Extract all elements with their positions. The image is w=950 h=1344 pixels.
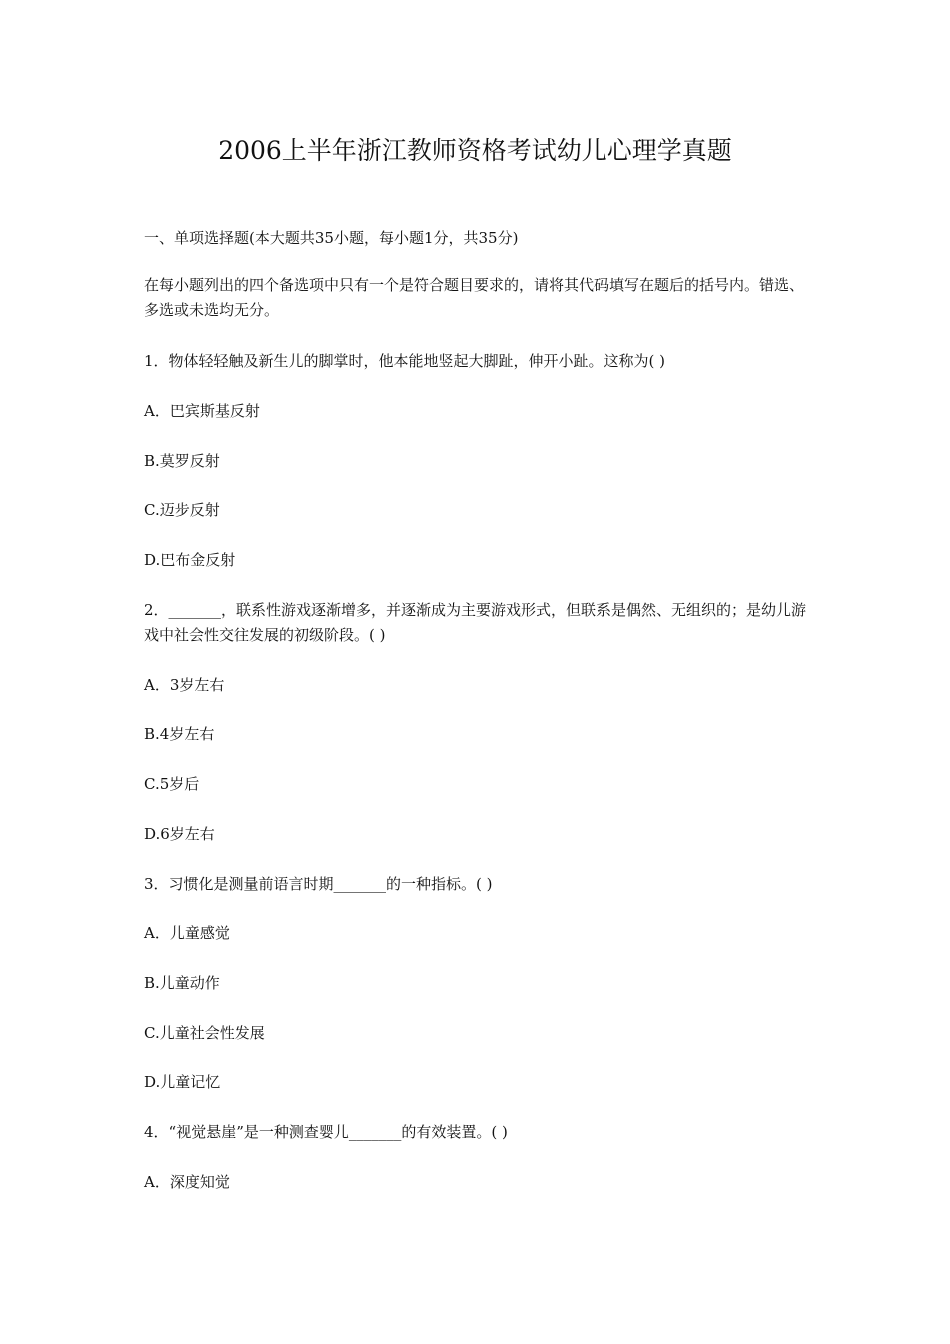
- section-instructions: 在每小题列出的四个备选项中只有一个是符合题目要求的，请将其代码填写在题后的括号内。错选、多选或未选均无分。: [144, 276, 805, 319]
- question-3-option-c: C.儿童社会性发展: [144, 1024, 265, 1042]
- question-3-stem: 3．习惯化是测量前语言时期_______的一种指标。( ): [144, 875, 493, 893]
- question-2-option-c: C.5岁后: [144, 775, 200, 793]
- question-2-option-a: A．3岁左右: [144, 676, 225, 694]
- question-2-option-d: D.6岁左右: [144, 825, 215, 843]
- question-3-option-b: B.儿童动作: [144, 974, 220, 992]
- question-2-option-b: B.4岁左右: [144, 725, 215, 743]
- section-heading: 一、单项选择题(本大题共35小题，每小题1分，共35分): [144, 229, 519, 247]
- question-1-option-c: C.迈步反射: [144, 501, 220, 519]
- question-3-option-d: D.儿童记忆: [144, 1073, 221, 1091]
- question-4-option-a: A．深度知觉: [144, 1173, 230, 1191]
- question-1-option-b: B.莫罗反射: [144, 452, 220, 470]
- question-2-stem: 2．_______，联系性游戏逐渐增多，并逐渐成为主要游戏形式，但联系是偶然、无组织的；是幼儿游戏中社会性交往发展的初级阶段。( ): [144, 601, 807, 644]
- document-title: 2006上半年浙江教师资格考试幼儿心理学真题: [218, 136, 732, 165]
- question-4-stem: 4．“视觉悬崖”是一种测查婴儿_______的有效装置。( ): [144, 1123, 508, 1141]
- question-1-option-d: D.巴布金反射: [144, 551, 236, 569]
- question-1-option-a: A．巴宾斯基反射: [144, 402, 260, 420]
- question-3-option-a: A．儿童感觉: [144, 924, 230, 942]
- question-1-stem: 1．物体轻轻触及新生儿的脚掌时，他本能地竖起大脚趾，伸开小趾。这称为( ): [144, 352, 666, 370]
